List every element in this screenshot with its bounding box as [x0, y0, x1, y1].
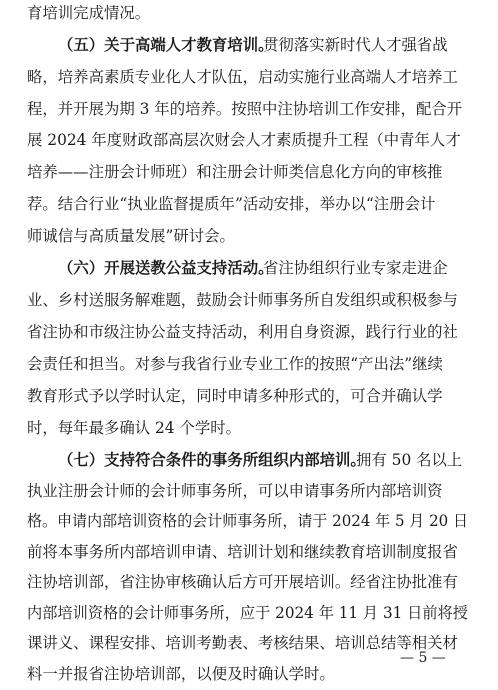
section-heading-5: （五）关于高端人才教育培训。 [58, 36, 274, 54]
line-text: 注协培训部，省注协审核确认后方可开展培训。经省注协批准有 [27, 573, 458, 591]
section-heading-7: （七）支持符合条件的事务所组织内部培训。 [58, 451, 366, 469]
paragraph-line [0, 156, 498, 188]
line-text: 料一并报省注协培训部，以便及时确认学时。 [27, 664, 335, 683]
paragraph-line [0, 597, 498, 629]
line-text: 拥有 50 名以上 [356, 451, 463, 469]
paragraph-line [0, 536, 498, 568]
page-number: — 5 — [400, 650, 446, 666]
paragraph-line [0, 284, 498, 316]
paragraph-line [0, 61, 498, 93]
paragraph-line [0, 348, 498, 380]
paragraph-line [0, 0, 498, 29]
line-text: 贯彻落实新时代人才强省战 [263, 36, 448, 54]
paragraph-line [0, 380, 498, 412]
paragraph-line [0, 412, 498, 444]
paragraph-line [0, 220, 498, 252]
line-text: 程，并开展为期 3 年的培养。按照中注协培训工作安排，配合开 [27, 100, 463, 118]
paragraph-line [0, 566, 498, 598]
paragraph-line [0, 252, 498, 284]
line-text: 展 2024 年度财政部高层次财会人才素质提升工程（中青年人才 [27, 131, 461, 149]
line-text: 会责任和担当。对参与我省行业专业工作的按照“产出法”继续 [27, 355, 443, 373]
line-text: 荐。结合行业“执业监督提质年”活动安排，举办以“注册会计 [27, 195, 436, 213]
line-text: 培养——注册会计师班）和注册会计师类信息化方向的审核推 [27, 163, 443, 181]
line-text: 内部培训资格的会计师事务所，应于 2024 年 11 月 31 日前将授 [27, 603, 468, 622]
line-text: 省注协和市级注协公益支持活动，利用自身资源，践行行业的社 [27, 323, 458, 341]
section-heading-6: （六）开展送教公益支持活动。 [58, 259, 274, 277]
paragraph-line [0, 124, 498, 156]
line-text: 执业注册会计师的会计师事务所，可以申请事务所内部培训资 [27, 481, 443, 500]
line-text: 师诚信与高质量发展”研讨会。 [27, 227, 235, 245]
paragraph-line [0, 93, 498, 125]
paragraph-line [0, 505, 498, 537]
line-text: 教育形式予以学时认定，同时申请多种形式的，可合并确认学 [27, 387, 443, 405]
line-text: 格。申请内部培训资格的会计师事务所，请于 2024 年 5 月 20 日 [27, 512, 469, 530]
paragraph-line [0, 316, 498, 348]
line-text: 前将本事务所内部培训申请、培训计划和继续教育培训制度报省 [27, 542, 458, 561]
line-text: 略，培养高素质专业化人才队伍，启动实施行业高端人才培养工 [27, 68, 458, 86]
paragraph-line [0, 188, 498, 220]
line-text: 省注协组织行业专家走进企 [263, 259, 448, 277]
line-text: 时，每年最多确认 24 个学时。 [27, 419, 242, 437]
paragraph-line [0, 444, 498, 476]
paragraph-line [0, 29, 498, 61]
line-text: 课讲义、课程安排、培训考勤表、考核结果、培训总结等相关材 [27, 634, 458, 652]
line-text: 业、乡村送服务解难题，鼓励会计师事务所自发组织或积极参与 [27, 291, 458, 309]
paragraph-line [0, 475, 498, 507]
line-text: 育培训完成情况。 [27, 4, 151, 22]
